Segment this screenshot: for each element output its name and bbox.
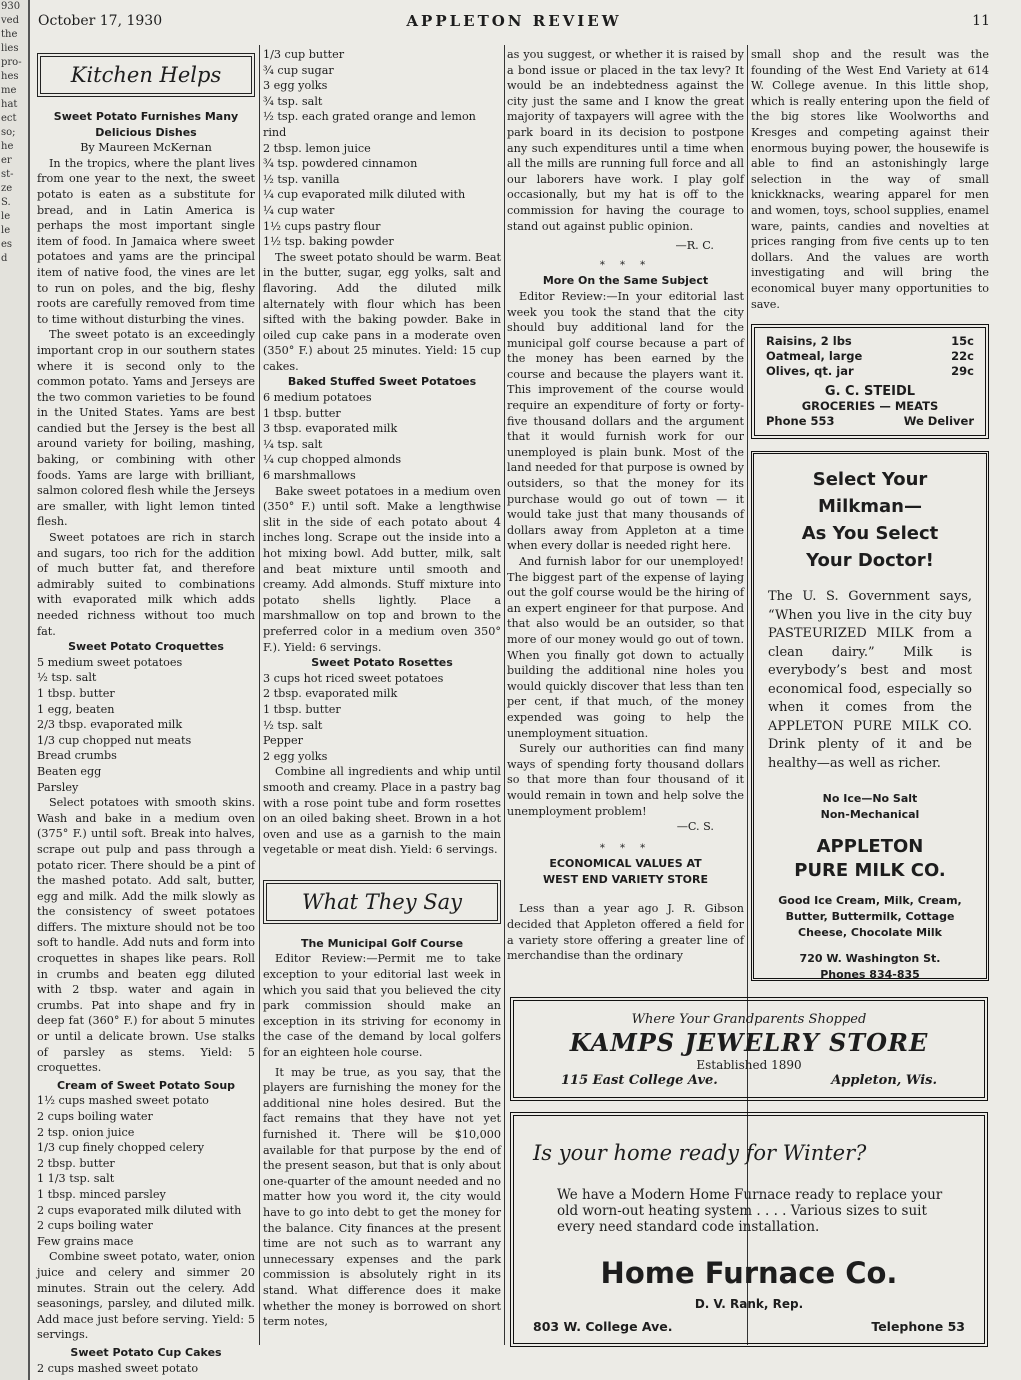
list-item: 2 cups boiling water: [37, 1110, 153, 1123]
edge-fragment: me: [1, 85, 17, 96]
edge-fragment: le: [1, 225, 11, 236]
article-headline: WEST END VARIETY STORE: [543, 872, 708, 886]
firm-name: KAMPS JEWELRY STORE: [569, 1027, 929, 1057]
address: 720 W. Washington St.: [799, 952, 941, 966]
ingredient-list: [37, 655, 255, 795]
page-header: [38, 12, 990, 40]
edge-fragment: S.: [1, 197, 11, 208]
representative: D. V. Rank, Rep.: [694, 1297, 804, 1311]
edge-fragment: d: [1, 253, 8, 264]
list-item: Pepper: [263, 734, 303, 748]
list-item: 2 cups boiling water: [37, 1219, 153, 1233]
phone: Phone 553: [766, 414, 835, 429]
steidl-grocery-ad: [751, 324, 989, 439]
list-item: Bread crumbs: [37, 749, 117, 763]
phone: Phones 834-835: [820, 968, 920, 982]
list-item: 3 cups hot riced sweet potatoes: [263, 671, 444, 685]
kitchen-helps-heading: Kitchen Helps: [37, 53, 255, 97]
edge-fragment: ect: [1, 113, 17, 124]
list-item: ½ tsp. vanilla: [263, 172, 340, 186]
edge-fragment: es: [1, 239, 13, 250]
list-item: 2 egg yolks: [263, 749, 328, 763]
list-item: Parsley: [37, 780, 79, 794]
list-item: 3 egg yolks: [263, 79, 328, 93]
list-item: 1/3 cup chopped nut meats: [37, 733, 192, 747]
article-headline: ECONOMICAL VALUES AT: [549, 857, 702, 871]
established-line: Established 1890: [696, 1057, 802, 1072]
section-separator: * * *: [599, 842, 652, 854]
recipe-title: Cream of Sweet Potato Soup: [56, 1078, 236, 1092]
recipe-title: Sweet Potato Rosettes: [311, 656, 453, 670]
phone: Telephone 53: [871, 1318, 965, 1334]
edge-fragment: ved: [1, 15, 19, 26]
ad-feature: Non-Mechanical: [820, 808, 920, 822]
column-rule: [259, 45, 260, 1345]
edge-fragment: so;: [1, 127, 16, 138]
recipe-title: Baked Stuffed Sweet Potatoes: [287, 375, 477, 389]
ad-body: We have a Modern Home Furnace ready to replace your old worn-out heating system . . . . Various sizes to suit every need standard code installation.: [557, 1187, 943, 1235]
paragraph: Editor Review:—In your editorial last week you took the stand that the city should buy additional land for the municipal golf course because a part of the money has been earned by the course and because the players want it. This improvement of the course would require an expenditure of forty or forty-five thousand dollars and the argument that it would furnish work for our unemployed is plain bunk. Most of the land needed for that purpose is owned by outsiders, so that the money for its purchase would go out of town — it would take just that many thousands of dollars away from Appleton at a time when every dollar is needed right here.: [507, 289, 744, 553]
item-name: Oatmeal, large: [766, 349, 863, 364]
ad-headline: Select Your: [812, 469, 928, 491]
list-item: 2 tsp. onion juice: [37, 1125, 135, 1139]
section-separator: * * *: [599, 259, 652, 271]
list-item: 6 medium potatoes: [263, 391, 372, 405]
list-item: 5 medium sweet potatoes: [37, 655, 183, 669]
list-item: 2/3 tbsp. evaporated milk: [37, 718, 183, 732]
list-item: 1½ cups pastry flour: [263, 219, 381, 233]
trade-line: GROCERIES — MEATS: [801, 399, 939, 414]
item-name: Raisins, 2 lbs: [766, 334, 852, 349]
price-row: [766, 364, 974, 379]
list-item: 2 tbsp. lemon juice: [263, 141, 371, 155]
page-number: 11: [972, 13, 990, 29]
ingredient-list: [37, 1361, 255, 1377]
ingredient-list: [263, 671, 501, 765]
ad-headline: Milkman—: [818, 496, 922, 518]
list-item: ½ tsp. each grated orange and lemon rind: [263, 110, 476, 139]
list-item: 2 cups mashed sweet potato: [37, 1361, 199, 1375]
list-item: 1 tbsp. butter: [263, 702, 341, 716]
list-item: 2 tbsp. evaporated milk: [263, 687, 398, 701]
list-item: Beaten egg: [37, 764, 102, 778]
ingredient-list: [37, 1093, 255, 1249]
edge-fragment: 930: [1, 1, 21, 12]
column-rule: [504, 45, 505, 1345]
what-they-say-heading: What They Say: [263, 880, 501, 924]
firm-name: APPLETON: [816, 836, 924, 858]
firm-name: PURE MILK CO.: [794, 860, 946, 882]
paragraph: small shop and the result was the founding of the West End Variety at 614 W. College avenue. In this little shop, which is really entering upon the field of the big stores like Woolworths and Kresges and competing against their enormous buying power, the housewife is able to find an astonishingly large selection in the way of small knickknacks, wearing apparel for men and women, toys, school supplies, enamel ware, paints, candies and novelties at prices ranging from five cents up to ten dollars. And the values are worth investigating and will bring the economical buyer many opportunities to save.: [751, 48, 989, 311]
edge-fragment: ze: [1, 183, 13, 194]
recipe-method: Combine sweet potato, water, onion juice and celery and simmer 20 minutes. Strain out the celery. Add seasonings, parsley, and diluted milk. Add mace just before serving. Yield: 5 servings.: [37, 1250, 255, 1342]
list-item: 1/3 cup finely chopped celery: [37, 1141, 205, 1155]
ad-tagline: Where Your Grandparents Shopped: [631, 1012, 867, 1027]
recipe-title: Sweet Potato Croquettes: [68, 640, 224, 654]
pure-milk-ad: [751, 451, 989, 981]
paragraph: Editor Review:—Permit me to take exception to your editorial last week in which you said that you believed the city park commission should make an exception in its striving for economy in the case of the demand by local golfers for an eighteen hole course.: [263, 952, 501, 1060]
adjacent-page-edge: [0, 0, 30, 1380]
product-list: Butter, Buttermilk, Cottage: [785, 910, 955, 924]
list-item: 1/3 cup butter: [263, 48, 345, 61]
paragraph: as you suggest, or whether it is raised by a bond issue or placed in the tax levy? It would be an indebtedness against the city just the same and I know the great majority of taxpayers will agree with the park board in its decision to postpone any such expenditures until a time when all the mills are running full force and all our laborers have work. I play golf occasionally, but my hat is off to the commission for having the courage to stand out against public opinion.: [507, 48, 744, 233]
list-item: 1 egg, beaten: [37, 702, 115, 716]
column-1: [37, 47, 255, 1375]
delivery-note: We Deliver: [903, 414, 974, 429]
edge-fragment: st-: [1, 169, 14, 180]
list-item: ¾ tsp. powdered cinnamon: [263, 157, 418, 171]
list-item: 1½ cups mashed sweet potato: [37, 1094, 209, 1108]
column-4: [751, 47, 989, 987]
list-item: 1 tbsp. butter: [37, 686, 115, 700]
ingredient-list: [263, 47, 501, 250]
item-price: 22c: [951, 349, 974, 364]
paragraph: And furnish labor for our unemployed! The biggest part of the expense of laying out the golf course would be the hiring of an expert engineer for that purpose. And that also would be an outsider, so that more of our money would go out of town. When you finally got down to actually building the additional nine holes you would quickly discover that less than ten per cent, if that much, of the money expended was going to help the unemployment situation.: [507, 555, 744, 740]
ad-headline: Is your home ready for Winter?: [533, 1141, 867, 1165]
paragraph: Sweet potatoes are rich in starch and sugars, too rich for the addition of much butter fat, and therefore admirably suited to combinations with evaporated milk which adds needed richness without too much fat.: [37, 531, 255, 638]
recipe-method: Bake sweet potatoes in a medium oven (350° F.) until soft. Make a lengthwise slit in the side of each potato about 4 inches long. Scrape out the inside into a hot mixing bowl. Add butter, milk, salt and beat mixture until smooth and creamy. Add almonds. Stuff mixture into potato shells lightly. Place a marshmallow on top and brown to the preferred color in a medium oven 350° F.). Yield: 6 servings.: [263, 484, 501, 654]
list-item: 3 tbsp. evaporated milk: [263, 422, 398, 436]
edge-fragment: er: [1, 155, 12, 166]
edge-fragment: le: [1, 211, 11, 222]
issue-date: October 17, 1930: [38, 13, 163, 29]
letter-title: The Municipal Golf Course: [300, 936, 464, 950]
address: 115 East College Ave.: [561, 1072, 718, 1088]
edge-fragment: the: [1, 29, 18, 40]
ad-headline: As You Select: [801, 523, 939, 545]
paragraph: Surely our authorities can find many ways of spending forty thousand dollars so that more than four thousand of it would remain in town and help solve the unemployment problem!: [507, 742, 744, 818]
city: Appleton, Wis.: [831, 1072, 937, 1088]
list-item: 1 tbsp. minced parsley: [37, 1187, 166, 1201]
item-price: 29c: [951, 364, 974, 379]
item-price: 15c: [951, 334, 974, 349]
list-item: 1 1/3 tsp. salt: [37, 1172, 115, 1186]
letter-signature: —C. S.: [676, 820, 714, 834]
item-name: Olives, qt. jar: [766, 364, 854, 379]
recipe-method: The sweet potato should be warm. Beat in the butter, sugar, egg yolks, salt and flavoring. Add the diluted milk alternately with flour which has been sifted with the baking powder. Bake in oiled cup cake pans in a moderate oven (350° F.) about 25 minutes. Yield: 15 cup cakes.: [263, 250, 501, 373]
price-row: [766, 349, 974, 364]
ad-body: The U. S. Government says, “When you live in the city buy PASTEURIZED MILK from a clean dairy.” Milk is everybody’s best and most economical food, especially so when it comes from the APPLETON PURE MILK CO. Drink plenty of it and be healthy—as well as richer.: [768, 589, 972, 771]
list-item: ¼ tsp. salt: [263, 437, 323, 451]
product-list: Cheese, Chocolate Milk: [798, 926, 942, 940]
firm-name: G. C. STEIDL: [824, 384, 916, 400]
paragraph: It may be true, as you say, that the players are furnishing the money for the additional nine holes desired. But the fact remains that they have not yet furnished it. There will be $10,000 available for that purpose by the end of the present season, but that is only about one-quarter of the amount needed and no matter how you word it, the city would have to go into debt to get the money for the balance. City finances at the present time are not such as to warrant any unnecessary expenses and the park commission is absolutely right in its stand. What difference does it make whether the money is borrowed on short term notes,: [263, 1065, 501, 1329]
list-item: ¼ cup water: [263, 203, 335, 217]
article-headline: Sweet Potato Furnishes Many: [53, 110, 239, 123]
recipe-title: Sweet Potato Cup Cakes: [70, 1345, 222, 1359]
paragraph: The sweet potato is an exceedingly important crop in our southern states where it is second only to the common potato. Yams and Jerseys are the two common varieties to be found in the United States. Yams are best candied but the Jersey is the best all around variety for boiling, mashing, baking, or combining with other foods. Yams are large with brilliant, salmon colored flesh while the Jerseys are smaller, with light lemon tinted flesh.: [37, 328, 255, 529]
list-item: ½ tsp. salt: [263, 718, 323, 732]
address: 803 W. College Ave.: [533, 1318, 673, 1334]
list-item: 1½ tsp. baking powder: [263, 235, 394, 249]
kamps-jewelry-ad: [510, 997, 988, 1101]
ad-feature: No Ice—No Salt: [822, 792, 918, 806]
paragraph: In the tropics, where the plant lives from one year to the next, the sweet potato is eaten as a substitute for bread, and in Latin America is perhaps the most important single item of food. In Jamaica where sweet potatoes and yams are the principal item of native food, the vines are let to run on poles, and the big, fleshy roots are carefully removed from time to time without disturbing the vines.: [37, 156, 255, 326]
letter-signature: —R. C.: [675, 239, 714, 253]
home-furnace-ad: [510, 1112, 988, 1347]
publication-title: APPLETON REVIEW: [406, 12, 622, 30]
list-item: 2 cups evaporated milk diluted with: [37, 1203, 242, 1217]
edge-fragment: he: [1, 141, 14, 152]
ingredient-list: [263, 390, 501, 484]
price-row: [766, 334, 974, 349]
edge-fragment: lies: [1, 43, 19, 54]
letter-title: More On the Same Subject: [542, 274, 709, 288]
ad-headline: Your Doctor!: [806, 550, 934, 572]
edge-fragment: hes: [1, 71, 19, 82]
recipe-method: Combine all ingredients and whip until smooth and creamy. Place in a pastry bag with a rose point tube and form rosettes on an oiled baking sheet. Brown in a hot oven and use as a garnish to the main vegetable or meat dish. Yield: 6 servings.: [263, 765, 501, 857]
article-headline: Delicious Dishes: [95, 125, 197, 139]
list-item: 2 tbsp. butter: [37, 1156, 115, 1170]
list-item: 6 marshmallows: [263, 469, 356, 483]
recipe-method: Select potatoes with smooth skins. Wash and bake in a medium oven (375° F.) until soft. Break into halves, scrape out pulp and pass through a potato ricer. There should be a pint of the mashed potato. Add salt, butter, egg and milk. Add the milk slowly as the consistency of sweet potatoes differs. The mixture should not be too soft to handle. Add nuts and form into croquettes in shapes like pears. Roll in crumbs and beaten egg diluted with 2 tbsp. water and again in crumbs. Pat into shape and fry in deep fat (360° F.) for about 5 minutes or until a delicate brown. Use stalks of parsley as stems. Yield: 5 croquettes.: [37, 796, 255, 1075]
edge-fragment: pro-: [1, 57, 22, 68]
list-item: Few grains mace: [37, 1234, 134, 1248]
list-item: ¼ cup chopped almonds: [263, 453, 402, 467]
edge-fragment: hat: [1, 99, 18, 110]
list-item: ¼ cup evaporated milk diluted with: [263, 188, 466, 202]
list-item: ½ tsp. salt: [37, 671, 97, 685]
product-list: Good Ice Cream, Milk, Cream,: [778, 894, 962, 908]
firm-name: Home Furnace Co.: [600, 1256, 898, 1290]
paragraph: Less than a year ago J. R. Gibson decided that Appleton offered a field for a variety store offering a greater line of merchandise than the ordinary: [507, 902, 744, 963]
list-item: 1 tbsp. butter: [263, 406, 341, 420]
list-item: ¾ cup sugar: [263, 63, 334, 77]
byline: By Maureen McKernan: [80, 141, 212, 155]
column-2: [263, 47, 501, 1347]
list-item: ¾ tsp. salt: [263, 94, 323, 108]
